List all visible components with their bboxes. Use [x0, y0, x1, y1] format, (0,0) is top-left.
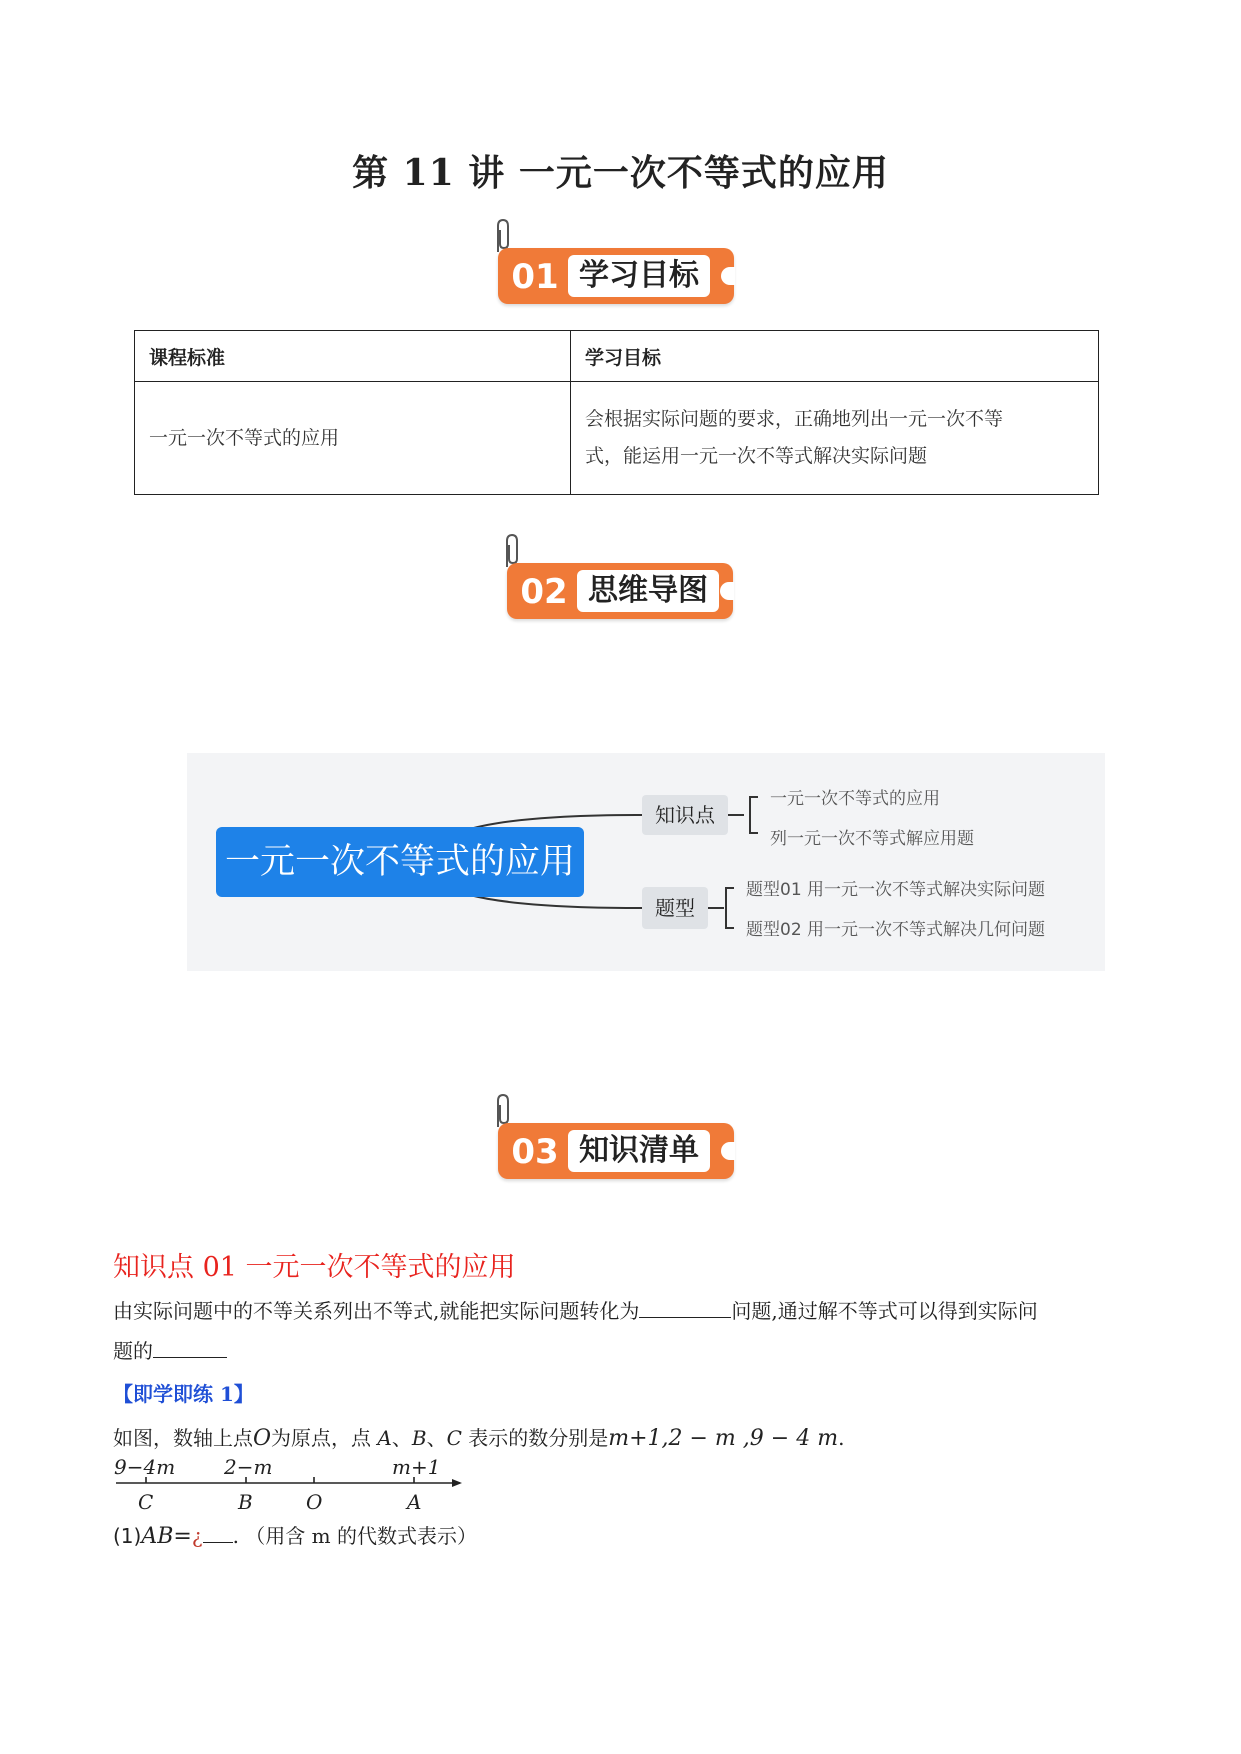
paragraph-text: 由实际问题中的不等关系列出不等式,就能把实际问题转化为	[113, 1299, 640, 1323]
number-line-label-c: 9−4m	[114, 1455, 176, 1479]
problem-text: 表示的数分别是	[461, 1426, 609, 1450]
fill-blank	[153, 1335, 227, 1358]
knowledge-point-title: 知识点 01 一元一次不等式的应用	[113, 1252, 516, 1283]
point-a: A	[377, 1426, 392, 1450]
problem-text: 、	[391, 1426, 412, 1450]
problem-values: m+1,2 − m ,9 − 4 m	[608, 1426, 839, 1451]
section-label: 思维导图	[577, 570, 719, 612]
section-label: 学习目标	[568, 255, 710, 297]
goal-line: 会根据实际问题的要求，正确地列出一元一次不等	[585, 408, 1004, 430]
arrow-icon	[452, 1479, 462, 1487]
fill-blank	[639, 1295, 731, 1318]
question-number: (1)	[113, 1524, 142, 1548]
question-glyph: ¿	[191, 1524, 203, 1548]
mind-map-branch-types: 题型	[642, 887, 708, 929]
paragraph-text: 题的	[113, 1339, 153, 1363]
number-line	[110, 1455, 470, 1520]
problem-text: .	[838, 1426, 845, 1450]
knowledge-paragraph	[113, 1291, 1143, 1371]
number-line-point-o: O	[306, 1490, 323, 1514]
question-expression: AB=	[141, 1524, 192, 1549]
question-tail: . （用含 m 的代数式表示）	[232, 1524, 477, 1548]
answer-blank[interactable]	[203, 1524, 233, 1543]
number-line-label-b: 2−m	[224, 1455, 273, 1479]
page-title: 第 11 讲 一元一次不等式的应用	[352, 152, 889, 194]
mind-map-leaf: 题型01 用一元一次不等式解决实际问题	[746, 880, 1046, 900]
mind-map-leaf: 题型02 用一元一次不等式解决几何问题	[746, 920, 1046, 940]
section-number: 02	[520, 572, 568, 612]
section-number: 03	[511, 1132, 559, 1172]
number-line-point-a: A	[407, 1490, 422, 1514]
problem-statement	[113, 1418, 1143, 1459]
number-line-point-b: B	[238, 1490, 253, 1514]
goal-line: 式，能运用一元一次不等式解决实际问题	[585, 445, 928, 467]
paragraph-text: 问题,通过解不等式可以得到实际问	[731, 1299, 1038, 1323]
question-1	[113, 1520, 477, 1549]
problem-text: 、	[426, 1426, 447, 1450]
practice-label: 【即学即练 1】	[113, 1382, 254, 1406]
table-cell-standard: 一元一次不等式的应用	[135, 382, 571, 495]
section-banner-03	[498, 1115, 734, 1175]
table-header-standard: 课程标准	[135, 331, 571, 382]
number-line-point-c: C	[138, 1490, 154, 1514]
table-header-goal: 学习目标	[571, 331, 1099, 382]
mind-map-leaf: 一元一次不等式的应用	[770, 789, 940, 809]
problem-text: 如图，数轴上点	[113, 1426, 253, 1450]
problem-text: 为原点，点	[271, 1426, 378, 1450]
mind-map-branch-knowledge: 知识点	[642, 795, 728, 835]
point-b: B	[411, 1426, 427, 1450]
point-o: O	[253, 1426, 272, 1451]
mind-map-leaf: 列一元一次不等式解应用题	[770, 829, 974, 849]
section-label: 知识清单	[568, 1130, 710, 1172]
mind-map-root: 一元一次不等式的应用	[216, 827, 584, 897]
point-c: C	[446, 1426, 462, 1450]
number-line-label-a: m+1	[392, 1455, 441, 1479]
section-number: 01	[511, 257, 559, 297]
